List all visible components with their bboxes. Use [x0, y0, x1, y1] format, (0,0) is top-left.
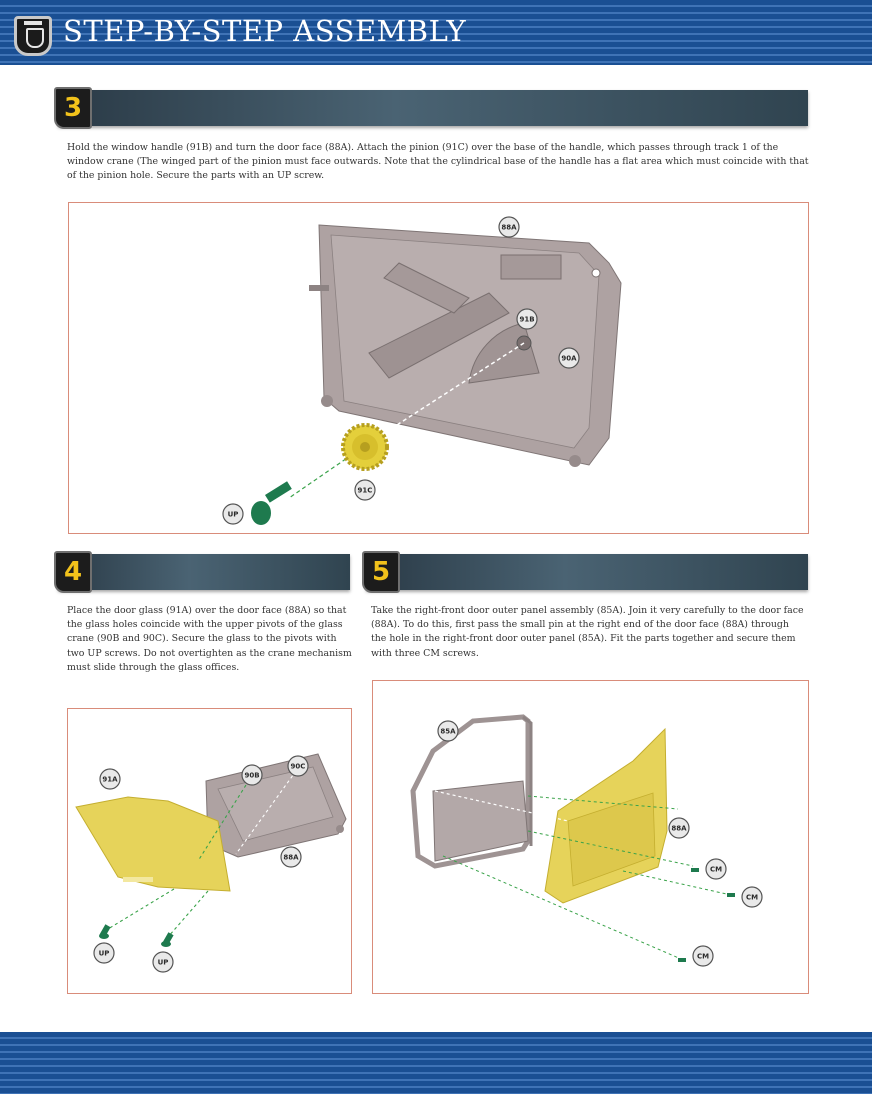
footer-band: [0, 1032, 872, 1094]
step-4-instructions: Place the door glass (91A) over the door face (88A) so that the glass holes coincide with the upper pivots of the glass crane (90B and 90C). Secure the glass to the pivots with two UP screws. Do not overtighten as the crane mechanism must slide through the glass offices.: [67, 605, 352, 673]
cm-screw-part: [727, 893, 735, 897]
callout-CM: [693, 946, 713, 966]
svg-text:CM: CM: [745, 893, 759, 902]
callout-CM: [742, 887, 762, 907]
step-3-figure: [68, 202, 809, 534]
step-3-illustration: [69, 203, 809, 534]
header-band: [0, 0, 872, 65]
svg-text:90A: 90A: [561, 354, 577, 363]
svg-text:CM: CM: [696, 952, 710, 961]
step-5-number: 5: [362, 551, 400, 593]
callout-88A: [669, 818, 689, 838]
step-4-illustration: [68, 709, 352, 994]
up-screw-part: [251, 481, 292, 525]
svg-text:UP: UP: [157, 958, 169, 967]
step-4-number: 4: [54, 551, 92, 593]
callout-90A: [559, 348, 579, 368]
callout-90C: [288, 756, 308, 776]
svg-text:CM: CM: [709, 865, 723, 874]
callout-91C: [355, 480, 375, 500]
callout-91A: [100, 769, 120, 789]
step-5-figure: [372, 680, 809, 994]
svg-text:UP: UP: [227, 510, 239, 519]
step-4-bar: [58, 554, 350, 590]
svg-text:91C: 91C: [357, 486, 373, 495]
step-4-figure: [67, 708, 352, 994]
callout-CM: [706, 859, 726, 879]
svg-text:88A: 88A: [283, 853, 299, 862]
page-title: STEP-BY-STEP ASSEMBLY: [63, 14, 467, 48]
callout-91B: [517, 309, 537, 329]
svg-text:88A: 88A: [671, 824, 687, 833]
shield-logo-icon: [14, 16, 52, 56]
up-screw-part: [99, 924, 111, 939]
step-5-bar: [366, 554, 808, 590]
callout-UP: [94, 943, 114, 963]
svg-text:90B: 90B: [244, 771, 260, 780]
step-5-illustration: [373, 681, 809, 994]
door-outer-panel-part: [413, 717, 531, 866]
up-screw-part: [161, 932, 174, 947]
callout-UP: [223, 504, 243, 524]
callout-88A: [499, 217, 519, 237]
svg-text:UP: UP: [98, 949, 110, 958]
cm-screw-part: [678, 958, 686, 962]
svg-text:85A: 85A: [440, 727, 456, 736]
svg-text:91B: 91B: [519, 315, 535, 324]
svg-text:88A: 88A: [501, 223, 517, 232]
cm-screw-part: [691, 868, 699, 872]
callout-UP: [153, 952, 173, 972]
svg-text:90C: 90C: [290, 762, 306, 771]
callout-88A: [281, 847, 301, 867]
step-3-bar: [58, 90, 808, 126]
door-face-part: [206, 754, 346, 857]
callout-90B: [242, 765, 262, 785]
step-3-instructions: Hold the window handle (91B) and turn the door face (88A). Attach the pinion (91C) over the base of the handle, which passes through track 1 of the window crane (The winged part of the pinion must face outwards. Note that the cylindrical base of the handle has a flat area which must coincide with that of the pinion hole. Secure the parts with an UP screw.: [67, 142, 809, 182]
step-5-instructions: Take the right-front door outer panel assembly (85A). Join it very carefully to the door face (88A). To do this, first pass the small pin at the right end of the door face (88A) through the hole in the right-front door outer panel (85A). Fit the parts together and secure them with three CM screws.: [371, 605, 804, 659]
step-3-number: 3: [54, 87, 92, 129]
pinion-gear-part: [343, 425, 387, 469]
svg-text:91A: 91A: [102, 775, 118, 784]
callout-85A: [438, 721, 458, 741]
